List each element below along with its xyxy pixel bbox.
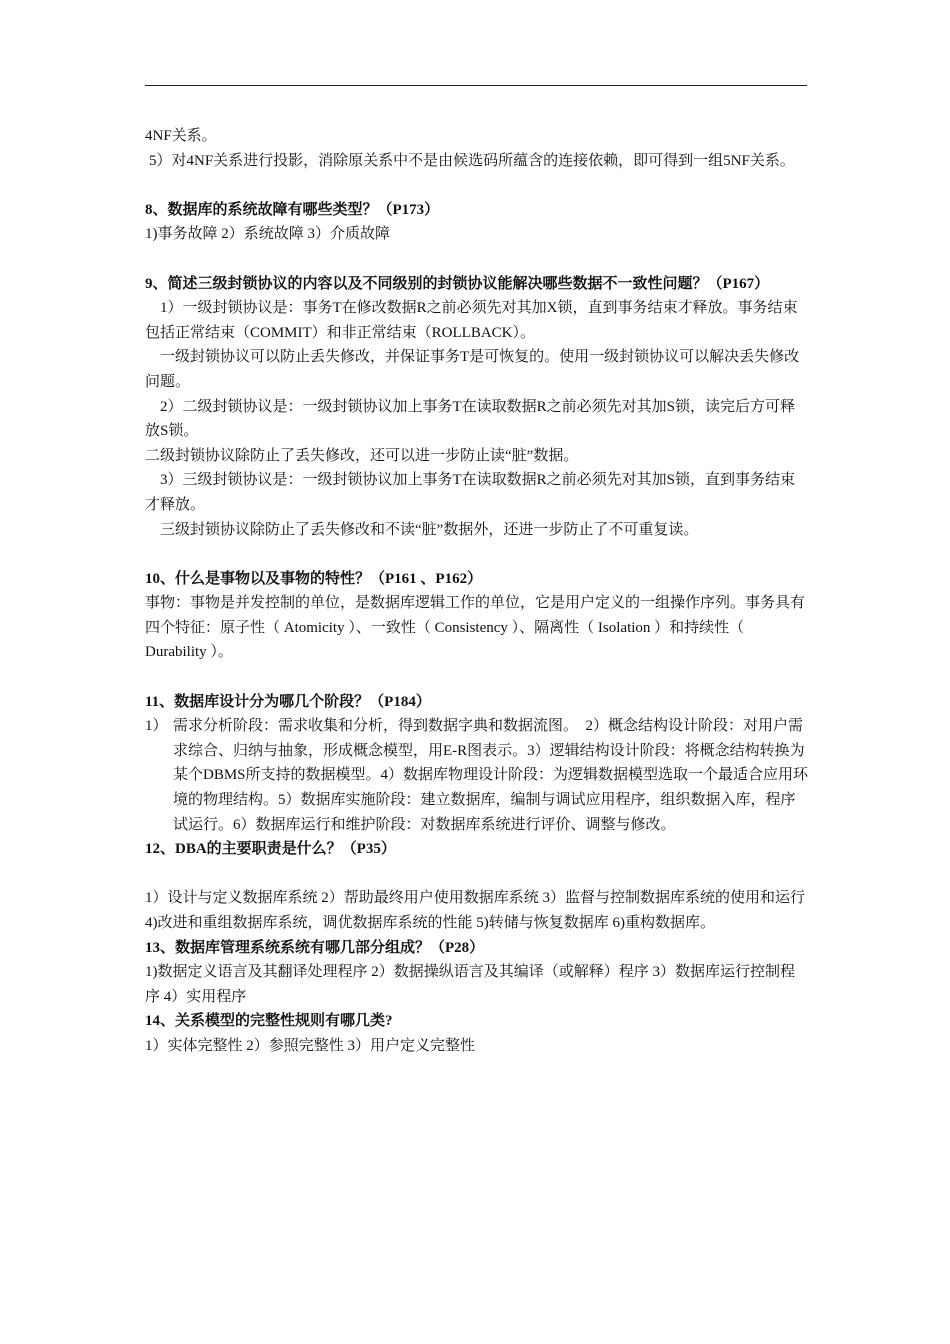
answer-paragraph: 4NF关系。 [145,128,217,144]
blank-line [145,542,809,567]
q11-stage-list [145,714,809,837]
question-heading: 10、什么是事物以及事物的特性？（P161 、P162） [145,570,483,587]
blank-line [145,862,809,887]
answer-paragraph: 1)事务故障 2）系统故障 3）介质故障 [145,226,390,243]
answer-paragraph: 1）一级封锁协议是：事务T在修改数据R之前必须先对其加X锁，直到事务结束才释放。事务结束包括正常结束（COMMIT）和非正常结束（ROLLBACK）。 [145,300,798,341]
answer-paragraph: 三级封锁协议除防止了丢失修改和不读“脏”数据外，还进一步防止了不可重复读。 [160,521,699,538]
answer-paragraph: 事物：事物是并发控制的单位，是数据库逻辑工作的单位，它是用户定义的一组操作序列。事务具有四个特征：原子性（ Atomicity ）、一致性（ Consistency ）、隔离性（ Isolation ）和持续性（ Durability ）。 [145,595,806,661]
answer-paragraph: 二级封锁协议除防止了丢失修改，还可以进一步防止读“脏”数据。 [145,447,579,464]
question-heading: 8、数据库的系统故障有哪些类型？（P173） [145,201,440,218]
question-heading: 11、数据库设计分为哪几个阶段？（P184） [145,693,431,710]
answer-paragraph: 1）设计与定义数据库系统 2）帮助最终用户使用数据库系统 3）监督与控制数据库系统的使用和运行 4)改进和重组数据库系统，调优数据库系统的性能 5)转储与恢复数据库 6)重构数据库。 [145,890,806,931]
answer-paragraph: 5）对4NF关系进行投影，消除原关系中不是由候选码所蕴含的连接依赖，即可得到一组5NF关系。 [149,152,795,169]
answer-paragraph: 2）二级封锁协议是：一级封锁协议加上事务T在读取数据R之前必须先对其加S锁，读完后方可释放S锁。 [145,398,796,440]
header-rule [145,85,807,86]
blank-line [145,247,809,272]
q11-item-text: 需求分析阶段：需求收集和分析，得到数据字典和数据流图。 2）概念结构设计阶段：对用户需求综合、归纳与抽象，形成概念模型，用E-R图表示。3）逻辑结构设计阶段：将概念结构转换为某个DBMS所支持的数据模型。4）数据库物理设计阶段：为逻辑数据模型选取一个最适合应用环境的物理结构。5）数据库实施阶段：建立数据库，编制与调试应用程序，组织数据入库，程序试运行。6）数据库运行和维护阶段：对数据库系统进行评价、调整与修改。 [173,718,809,833]
text-block-2 [145,837,809,1058]
text-block-1 [145,124,809,714]
answer-paragraph: 1）实体完整性 2）参照完整性 3）用户定义完整性 [145,1037,476,1054]
question-heading: 14、关系模型的完整性规则有哪几类? [145,1013,393,1030]
question-heading: 12、DBA的主要职责是什么？（P35） [145,841,396,858]
answer-paragraph: 1)数据定义语言及其翻译处理程序 2）数据操纵语言及其编译（或解释）程序 3）数据库运行控制程序 4）实用程序 [145,964,795,1005]
blank-line [145,665,809,690]
document-body [145,124,809,1059]
question-heading: 9、简述三级封锁协议的内容以及不同级别的封锁协议能解决哪些数据不一致性问题？（P167） [145,275,770,292]
answer-paragraph: 一级封锁协议可以防止丢失修改，并保证事务T是可恢复的。使用一级封锁协议可以解决丢失修改问题。 [145,349,800,390]
q11-item-number: 1） [145,718,168,735]
blank-line [145,173,809,198]
answer-paragraph: 3）三级封锁协议是：一级封锁协议加上事务T在读取数据R之前必须先对其加S锁，直到事务结束才释放。 [145,472,796,513]
question-heading: 13、数据库管理系统系统有哪几部分组成？（P28） [145,939,485,956]
